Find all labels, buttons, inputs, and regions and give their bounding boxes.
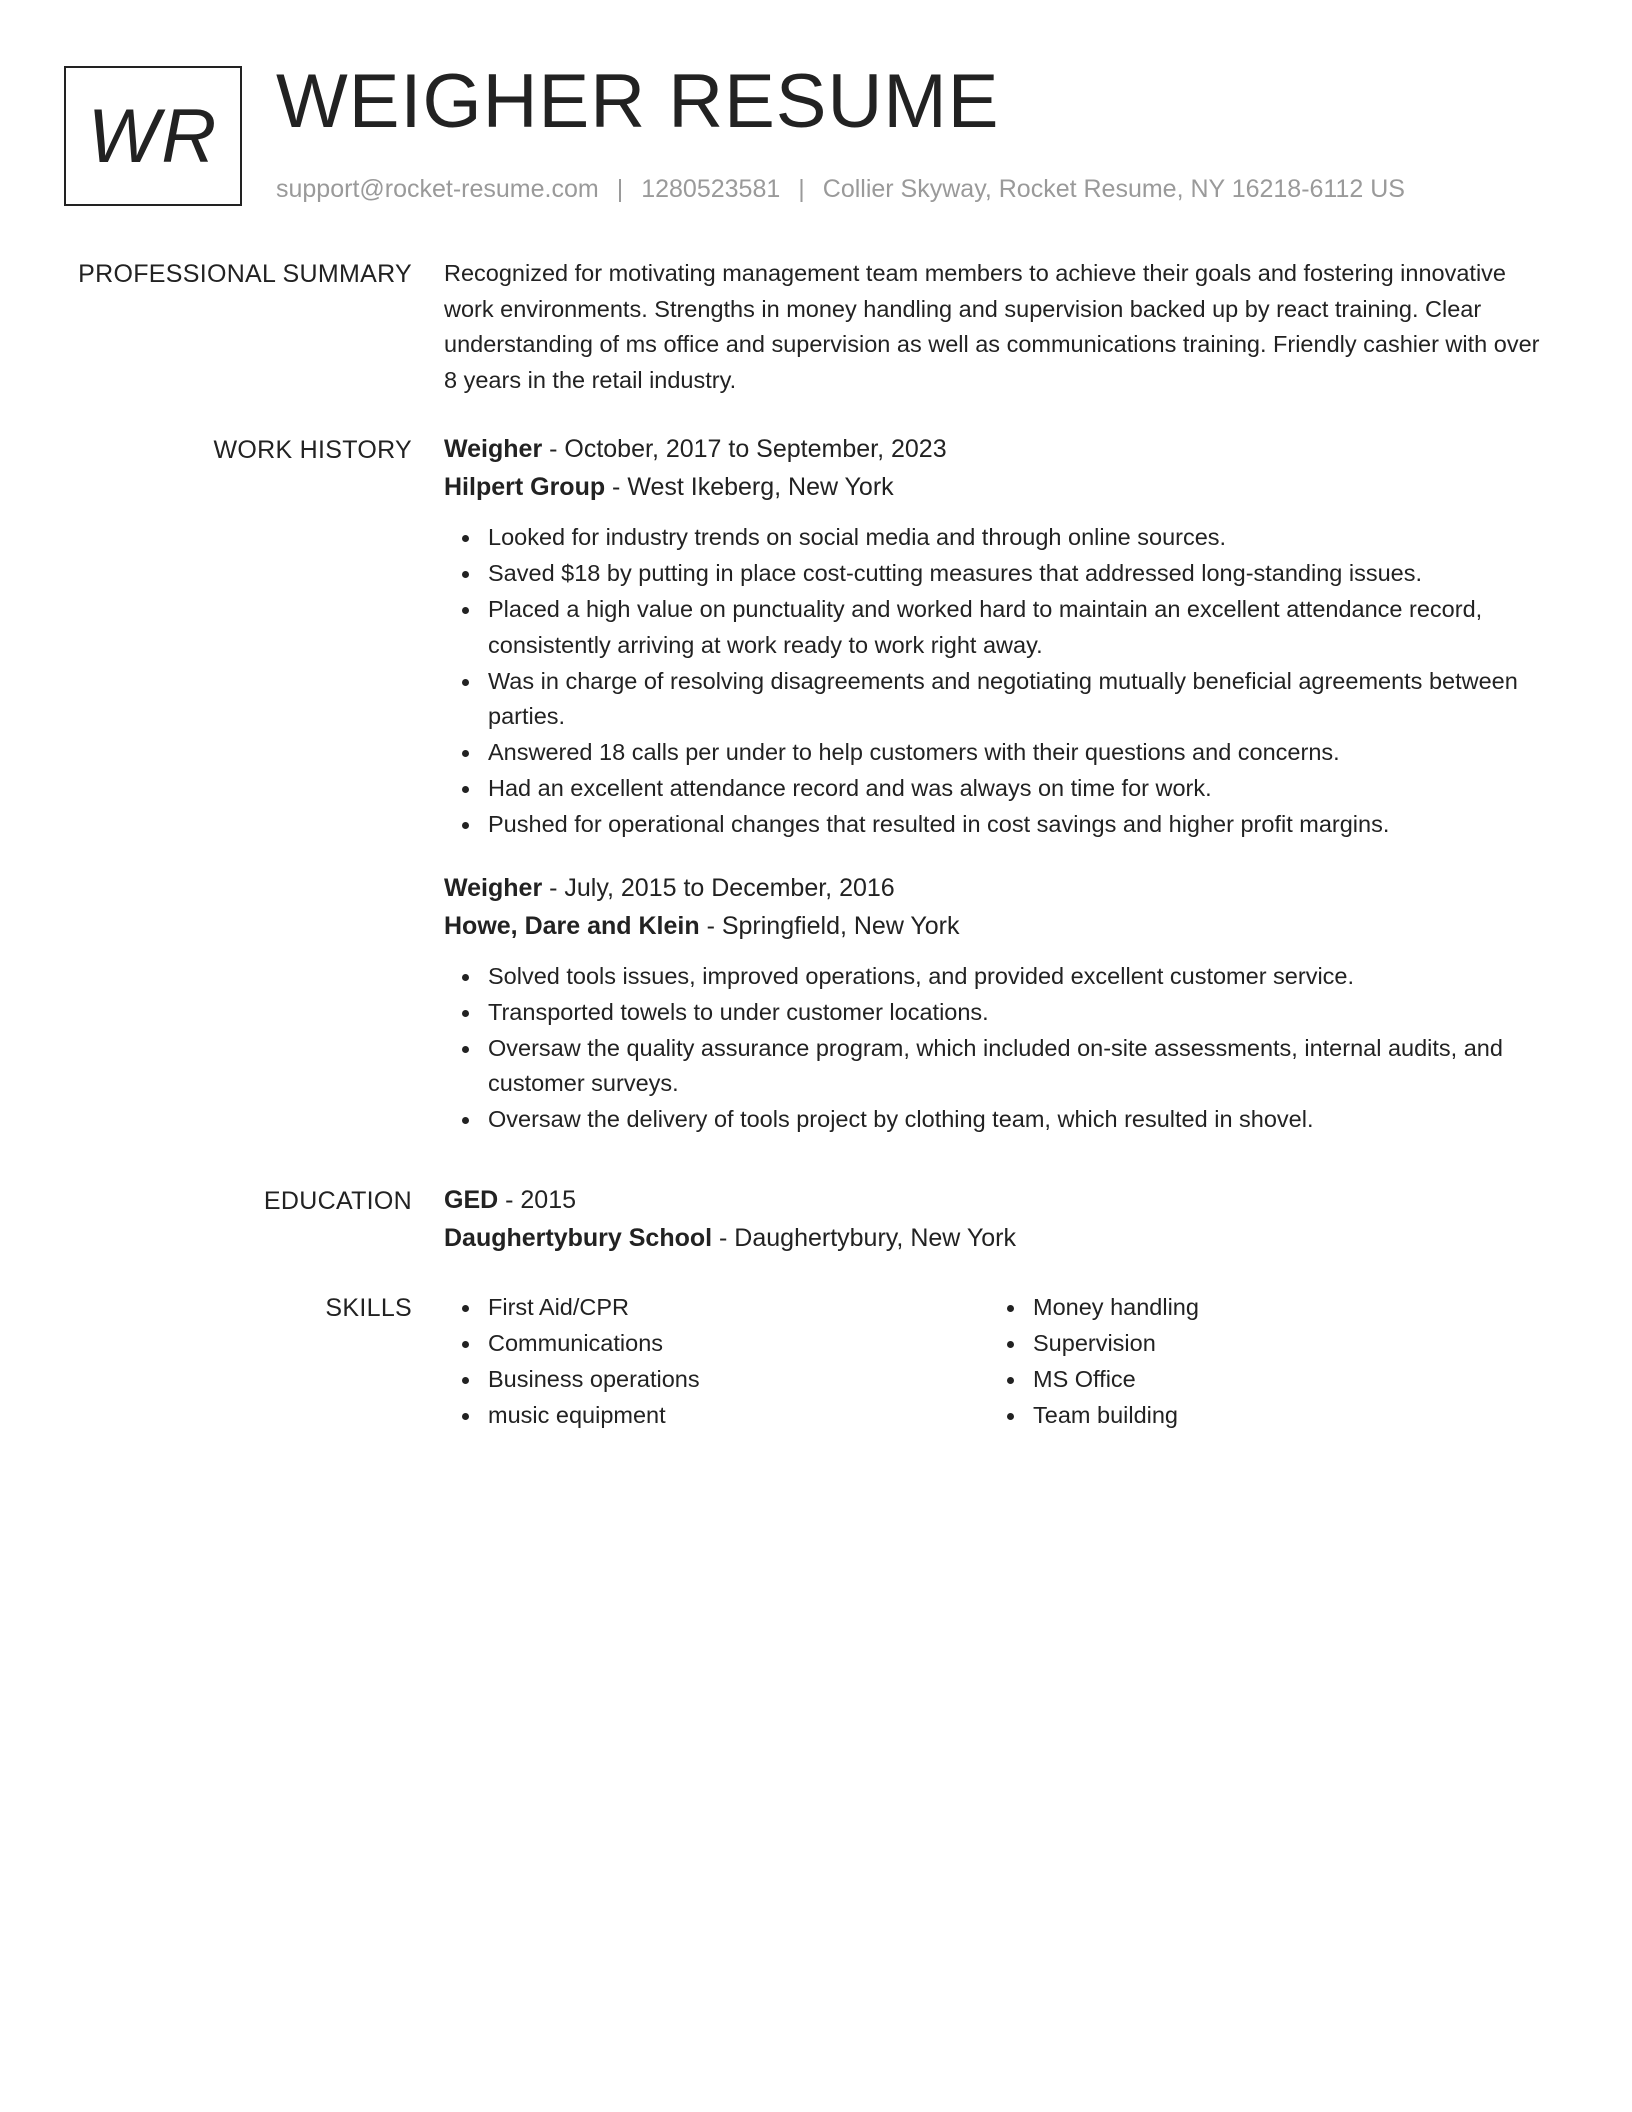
contact-line (276, 174, 1405, 204)
skill-item: Business operations (488, 1362, 989, 1398)
contact-phone[interactable]: 1280523581 (641, 175, 781, 203)
contact-address: Collier Skyway, Rocket Resume, NY 16218-6112 US (822, 175, 1405, 203)
contact-separator: | (616, 175, 624, 203)
job-bullets (444, 520, 1554, 843)
job-bullet: Solved tools issues, improved operations, and provided excellent customer service. (488, 959, 1554, 995)
skill-item: Communications (488, 1326, 989, 1362)
section-label-education: EDUCATION (263, 1187, 412, 1215)
skill-item: Money handling (1033, 1290, 1534, 1326)
job-bullet: Looked for industry trends on social media and through online sources. (488, 520, 1554, 556)
job-title: Weigher (444, 873, 543, 902)
education-section (444, 1181, 1554, 1257)
job-dates: - October, 2017 to September, 2023 (542, 435, 947, 463)
resume-title: WEIGHER RESUME (276, 59, 1000, 144)
monogram-logo: WR (64, 66, 242, 206)
education-location: - Daughertybury, New York (712, 1224, 1016, 1252)
skills-list-left (444, 1290, 989, 1434)
work-history-section (444, 430, 1554, 1138)
job-title: Weigher (444, 435, 543, 463)
job-bullet: Transported towels to under customer locations. (488, 995, 1554, 1031)
job-dates: - July, 2015 to December, 2016 (542, 873, 895, 902)
skill-item: MS Office (1033, 1362, 1534, 1398)
section-label-work-history: WORK HISTORY (213, 436, 412, 464)
skills-grid (444, 1290, 1554, 1434)
skill-item: First Aid/CPR (488, 1290, 989, 1326)
job-title-line (444, 869, 1554, 907)
section-label-skills: SKILLS (325, 1294, 412, 1322)
job-location: - West Ikeberg, New York (605, 473, 894, 501)
education-school: Daughertybury School (444, 1224, 713, 1252)
job-company-line (444, 907, 1554, 945)
skill-item: music equipment (488, 1398, 989, 1434)
job-bullet: Answered 18 calls per under to help customers with their questions and concerns. (488, 735, 1554, 771)
job-company: Howe, Dare and Klein (444, 911, 700, 940)
job-title-line (444, 430, 1554, 468)
job-entry (444, 430, 1554, 843)
summary-section (444, 256, 1554, 398)
job-bullet: Oversaw the delivery of tools project by clothing team, which resulted in shovel. (488, 1102, 1554, 1138)
job-entry (444, 869, 1554, 1138)
job-bullet: Had an excellent attendance record and was always on time for work. (488, 771, 1554, 807)
job-bullets (444, 959, 1554, 1138)
job-bullet: Pushed for operational changes that resulted in cost savings and higher profit margins. (488, 807, 1554, 843)
education-school-line (444, 1219, 1554, 1257)
skill-item: Team building (1033, 1398, 1534, 1434)
job-company-line (444, 468, 1554, 506)
job-company: Hilpert Group (444, 473, 606, 501)
skills-list-right (989, 1290, 1534, 1434)
skill-item: Supervision (1033, 1326, 1534, 1362)
skills-section (444, 1290, 1554, 1434)
job-bullet: Oversaw the quality assurance program, which included on-site assessments, internal audits, and customer surveys. (488, 1031, 1554, 1102)
job-bullet: Saved $18 by putting in place cost-cutting measures that addressed long-standing issues. (488, 556, 1554, 592)
job-bullet: Was in charge of resolving disagreements and negotiating mutually beneficial agreements between parties. (488, 664, 1554, 735)
job-location: - Springfield, New York (699, 911, 960, 940)
contact-email[interactable]: support@rocket-resume.com (276, 175, 599, 203)
education-degree-line (444, 1181, 1554, 1219)
education-degree: GED (444, 1186, 499, 1214)
section-label-summary: PROFESSIONAL SUMMARY (78, 260, 412, 288)
education-year: - 2015 (498, 1186, 577, 1214)
job-bullet: Placed a high value on punctuality and worked hard to maintain an excellent attendance record, consistently arriving at work ready to work right away. (488, 592, 1554, 663)
summary-text: Recognized for motivating management team members to achieve their goals and fostering innovative work environments. Strengths in money handling and supervision backed up by react training. Clear understanding of ms office and supervision as well as communications training. Friendly cashier with over 8 years in the retail industry. (444, 260, 1540, 393)
contact-separator: | (798, 175, 805, 203)
